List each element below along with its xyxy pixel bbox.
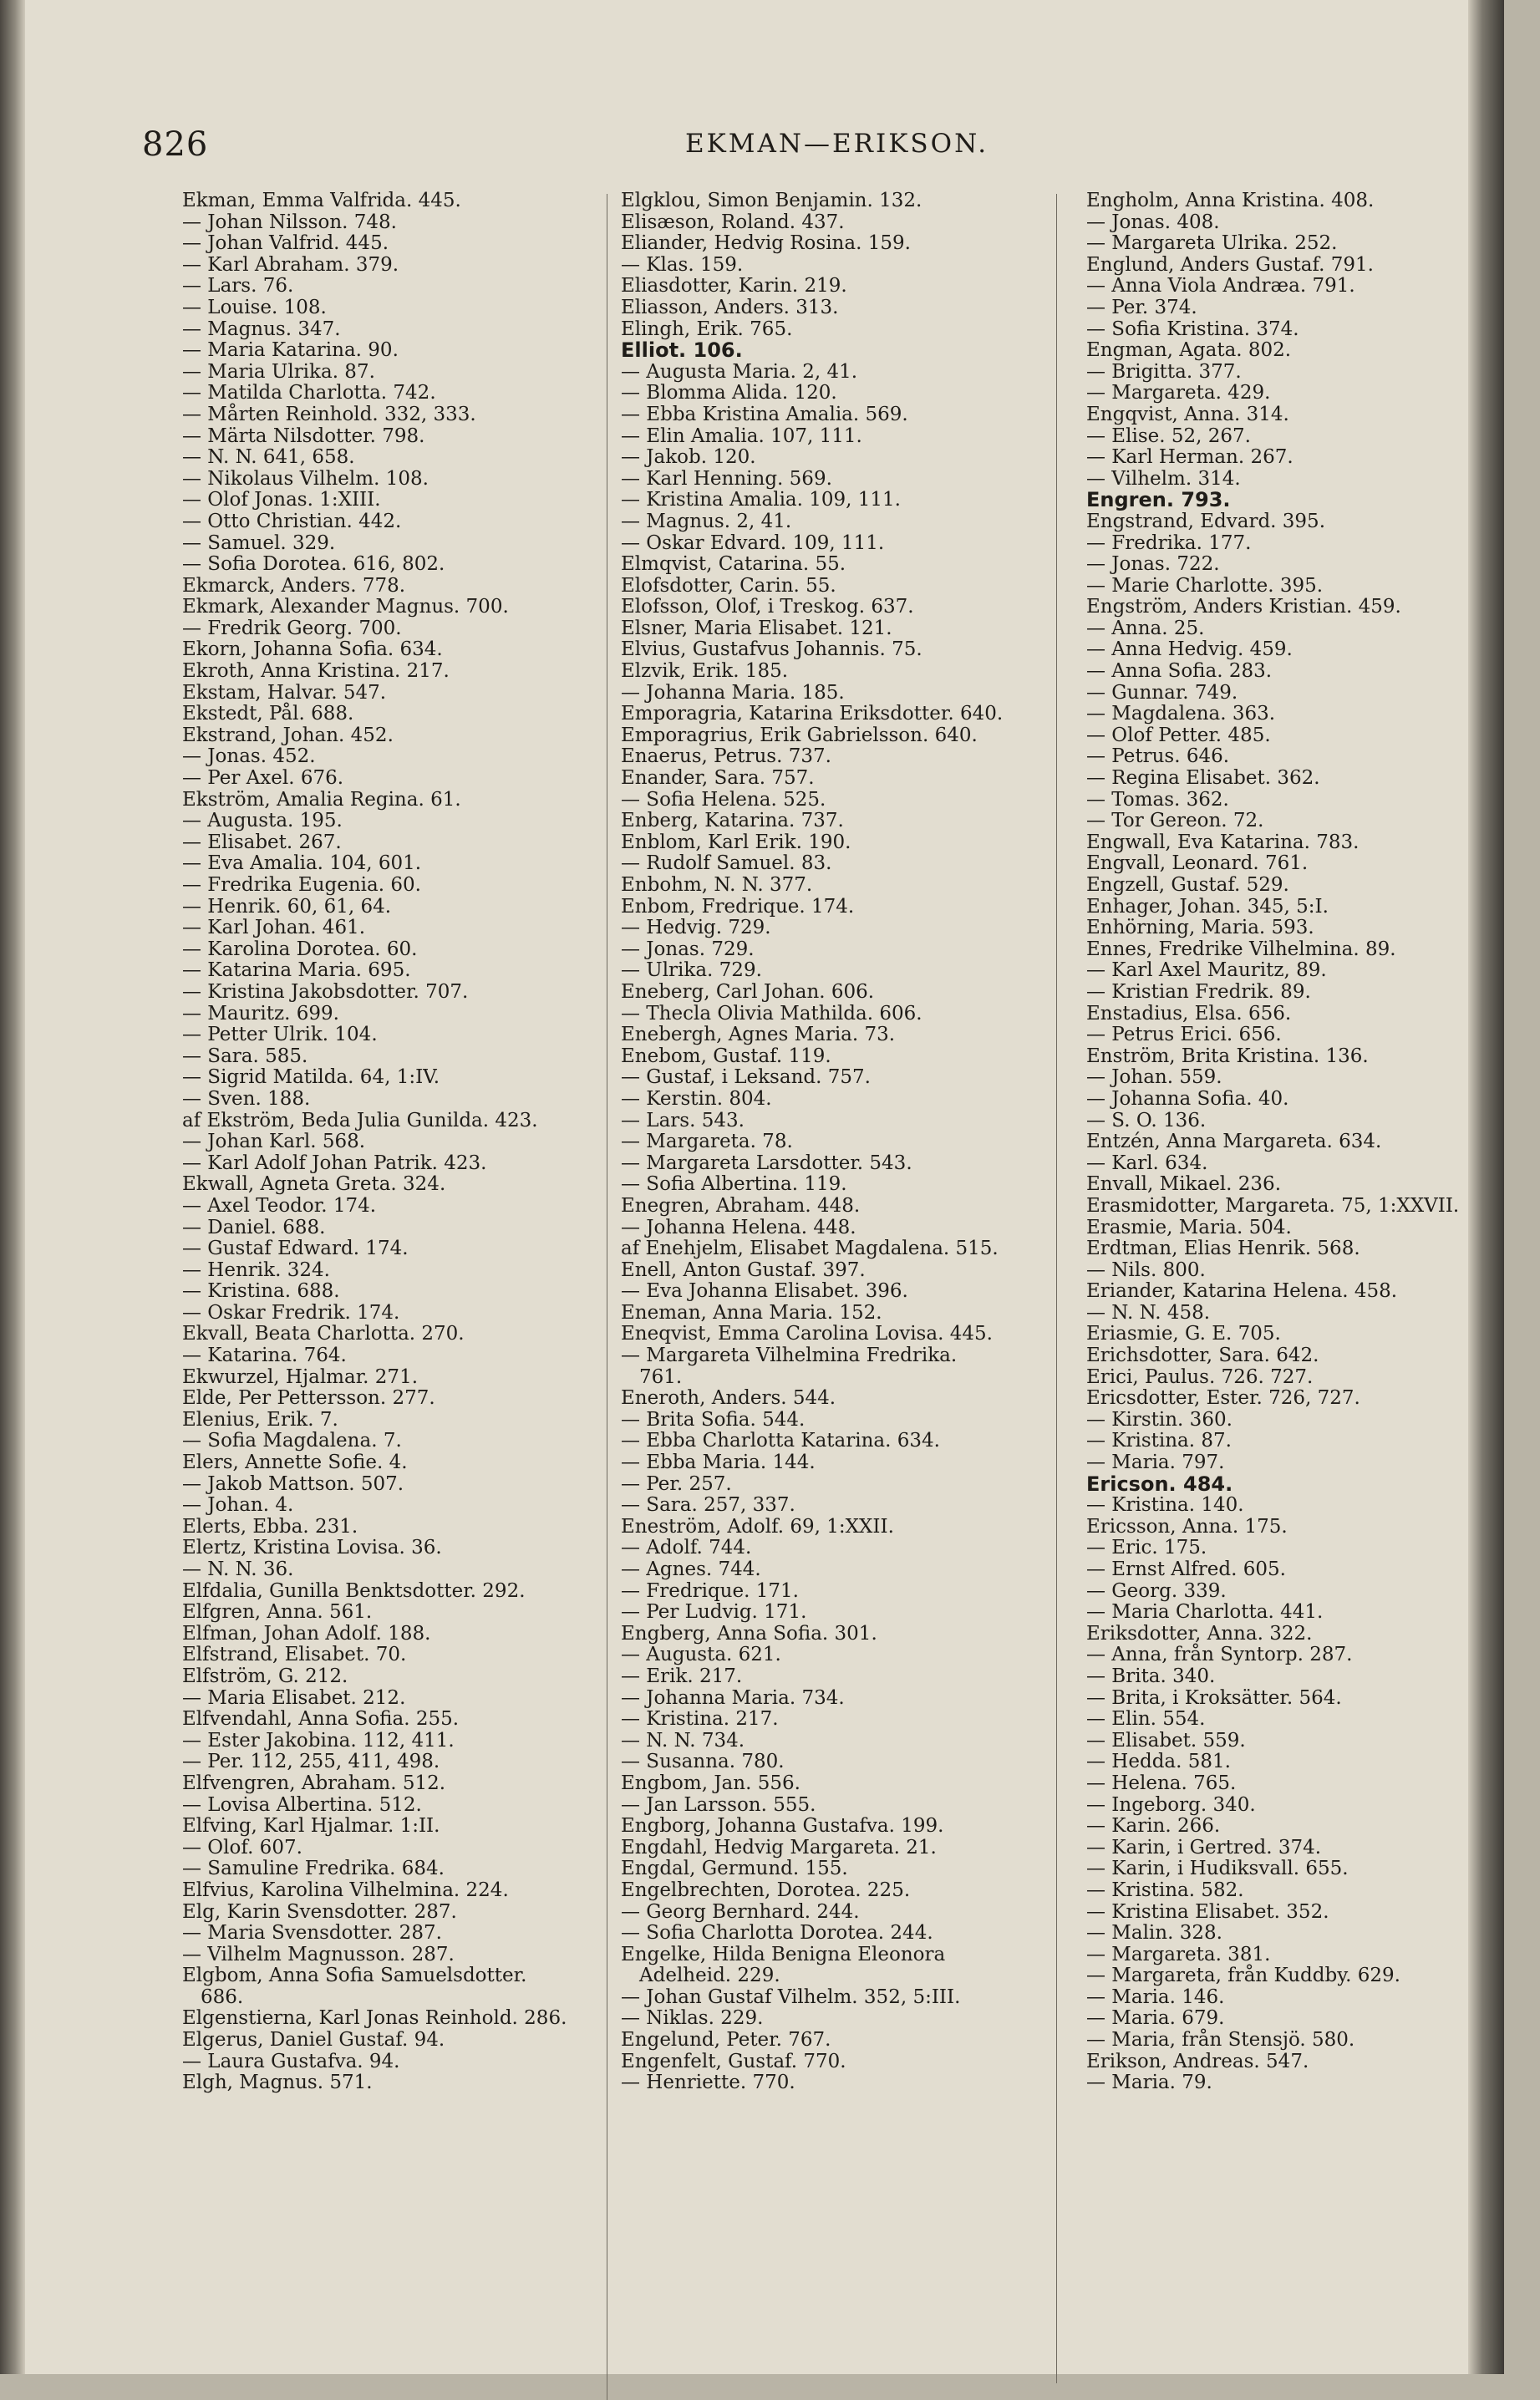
index-entry: — Margareta Vilhelmina Fredrika.: [621, 1345, 958, 1367]
index-entry: Engberg, Anna Sofia. 301.: [621, 1622, 877, 1645]
index-entry: Engbom, Jan. 556.: [621, 1772, 800, 1794]
index-entry: Erici, Paulus. 726. 727.: [1086, 1365, 1314, 1388]
index-entry: — Klas. 159.: [621, 253, 744, 276]
index-entry: — Brigitta. 377.: [1086, 360, 1242, 383]
index-entry: — Sofia Kristina. 374.: [1086, 318, 1299, 340]
index-entry: Ekmark, Alexander Magnus. 700.: [182, 596, 509, 618]
index-entry: Erasmidotter, Margareta. 75, 1:XXVII.: [1086, 1194, 1460, 1217]
index-entry: Elsner, Maria Elisabet. 121.: [621, 617, 892, 639]
index-entry: — Johan. 4.: [182, 1494, 294, 1517]
index-entry: Enebergh, Agnes Maria. 73.: [621, 1024, 896, 1046]
index-entry: Engren. 793.: [1086, 488, 1231, 512]
index-entry: Ekwurzel, Hjalmar. 271.: [182, 1365, 419, 1388]
index-entry: Eneman, Anna Maria. 152.: [621, 1301, 882, 1324]
index-entry: — Maria. 79.: [1086, 2072, 1212, 2094]
index-entry: — Jakob Mattson. 507.: [182, 1472, 404, 1495]
index-entry: — Maria Katarina. 90.: [182, 339, 399, 362]
index-entry: Engwall, Eva Katarina. 783.: [1086, 831, 1360, 853]
index-entry: — Lars. 543.: [621, 1109, 745, 1131]
index-entry: — Regina Elisabet. 362.: [1086, 767, 1320, 790]
index-entry: — Johan Gustaf Vilhelm. 352, 5:III.: [621, 1986, 961, 2008]
index-entry: — Johan. 559.: [1086, 1066, 1222, 1089]
index-entry: — Elise. 52, 267.: [1086, 425, 1251, 447]
index-entry: Elg, Karin Svensdotter. 287.: [182, 1900, 457, 1923]
index-entry: 761.: [639, 1365, 683, 1388]
index-entry: — Hedda. 581.: [1086, 1751, 1231, 1773]
index-entry: Elertz, Kristina Lovisa. 36.: [182, 1537, 442, 1559]
index-entry: — Lars. 76.: [182, 275, 294, 297]
index-entry: Envall, Mikael. 236.: [1086, 1173, 1281, 1196]
index-entry: Ekmarck, Anders. 778.: [182, 574, 406, 597]
index-entry: — N. N. 641, 658.: [182, 446, 355, 469]
index-entry: Elde, Per Pettersson. 277.: [182, 1387, 435, 1410]
index-entry: — Kristina. 217.: [621, 1708, 779, 1731]
index-column-1: [182, 191, 600, 2094]
index-entry: — N. N. 458.: [1086, 1301, 1211, 1324]
index-entry: — Margareta. 78.: [621, 1131, 793, 1153]
page-number: 826: [142, 125, 209, 164]
index-entry: Elgbom, Anna Sofia Samuelsdotter.: [182, 1965, 527, 1987]
index-entry: — Kristina Amalia. 109, 111.: [621, 489, 901, 511]
running-head: EKMAN—ERIKSON.: [685, 129, 989, 159]
index-entry: — Margareta, från Kuddby. 629.: [1086, 1965, 1400, 1987]
index-entry: Engelke, Hilda Benigna Eleonora: [621, 1943, 946, 1965]
index-entry: — Ingeborg. 340.: [1086, 1793, 1256, 1816]
index-entry: — Jonas. 722.: [1086, 553, 1220, 576]
index-entry: 686.: [201, 1986, 244, 2008]
index-entry: — Georg. 339.: [1086, 1579, 1227, 1602]
index-entry: — Johanna Maria. 185.: [621, 681, 845, 704]
index-entry: Engelbrechten, Dorotea. 225.: [621, 1879, 911, 1901]
index-entry: — N. N. 734.: [621, 1729, 745, 1752]
index-entry: Ekorn, Johanna Sofia. 634.: [182, 638, 443, 661]
index-entry: Elzvik, Erik. 185.: [621, 660, 789, 683]
index-entry: Elgerus, Daniel Gustaf. 94.: [182, 2029, 445, 2052]
index-entry: — Johan Valfrid. 445.: [182, 232, 389, 255]
index-entry: — Mauritz. 699.: [182, 1002, 339, 1025]
index-entry: — Ebba Kristina Amalia. 569.: [621, 403, 908, 425]
index-entry: — Georg Bernhard. 244.: [621, 1900, 860, 1923]
index-entry: — Niklas. 229.: [621, 2007, 764, 2030]
index-entry: Elers, Annette Sofie. 4.: [182, 1452, 408, 1474]
index-entry: — Ester Jakobina. 112, 411.: [182, 1729, 455, 1752]
index-entry: Elfman, Johan Adolf. 188.: [182, 1622, 431, 1645]
index-entry: Engstrand, Edvard. 395.: [1086, 510, 1326, 532]
index-entry: — Lovisa Albertina. 512.: [182, 1793, 422, 1816]
index-entry: Emporagria, Katarina Eriksdotter. 640.: [621, 703, 1004, 725]
index-entry: — Fredrique. 171.: [621, 1579, 799, 1602]
index-entry: Elfving, Karl Hjalmar. 1:II.: [182, 1815, 440, 1838]
index-entry: — Rudolf Samuel. 83.: [621, 852, 832, 875]
index-entry: — Mårten Reinhold. 332, 333.: [182, 403, 476, 425]
index-entry: Eriander, Katarina Helena. 458.: [1086, 1280, 1398, 1303]
index-entry: Ekström, Amalia Regina. 61.: [182, 788, 461, 811]
index-entry: — Marie Charlotte. 395.: [1086, 574, 1324, 597]
index-entry: Elmqvist, Catarina. 55.: [621, 553, 846, 576]
index-entry: Ennes, Fredrike Vilhelmina. 89.: [1086, 938, 1396, 960]
index-entry: Enaerus, Petrus. 737.: [621, 745, 831, 768]
index-entry: — Per. 257.: [621, 1472, 732, 1495]
index-entry: Erdtman, Elias Henrik. 568.: [1086, 1238, 1360, 1260]
index-entry: — Jonas. 408.: [1086, 211, 1220, 233]
index-entry: — Johanna Helena. 448.: [621, 1216, 856, 1238]
index-entry: — Katarina. 764.: [182, 1345, 347, 1367]
index-entry: — Axel Teodor. 174.: [182, 1194, 377, 1217]
index-entry: — Magdalena. 363.: [1086, 703, 1276, 725]
index-entry: — Sigrid Matilda. 64, 1:IV.: [182, 1066, 440, 1089]
index-entry: — Brita Sofia. 544.: [621, 1408, 806, 1431]
index-entry: — Karin, i Gertred. 374.: [1086, 1836, 1322, 1858]
index-entry: Enblom, Karl Erik. 190.: [621, 831, 851, 853]
page-header: [142, 125, 1479, 167]
index-entry: Englund, Anders Gustaf. 791.: [1086, 253, 1374, 276]
index-entry: — Ulrika. 729.: [621, 959, 762, 982]
index-entry: — Hedvig. 729.: [621, 917, 771, 939]
index-entry: — Helena. 765.: [1086, 1772, 1237, 1794]
index-entry: Erasmie, Maria. 504.: [1086, 1216, 1292, 1238]
index-entry: — Eric. 175.: [1086, 1537, 1207, 1559]
index-entry: — Brita, i Kroksätter. 564.: [1086, 1686, 1342, 1709]
index-entry: Enegren, Abraham. 448.: [621, 1194, 861, 1217]
index-entry: af Ekström, Beda Julia Gunilda. 423.: [182, 1109, 538, 1131]
index-entry: Eliander, Hedvig Rosina. 159.: [621, 232, 911, 255]
index-entry: Eneroth, Anders. 544.: [621, 1387, 836, 1410]
index-entry: — Katarina Maria. 695.: [182, 959, 411, 982]
index-entry: — Tomas. 362.: [1086, 788, 1229, 811]
index-entry: Elgh, Magnus. 571.: [182, 2072, 373, 2094]
index-entry: — Kristina Jakobsdotter. 707.: [182, 980, 469, 1003]
index-entry: Eliasson, Anders. 313.: [621, 296, 839, 318]
index-entry: — Henriette. 770.: [621, 2072, 795, 2094]
index-entry: Ericsdotter, Ester. 726, 727.: [1086, 1387, 1360, 1410]
index-entry: Engdahl, Hedvig Margareta. 21.: [621, 1836, 937, 1858]
index-entry: — Anna Viola Andræa. 791.: [1086, 275, 1355, 297]
index-entry: — Elin Amalia. 107, 111.: [621, 425, 862, 447]
index-entry: Ericson. 484.: [1086, 1472, 1233, 1496]
index-entry: Elerts, Ebba. 231.: [182, 1515, 358, 1538]
index-entry: — Maria Svensdotter. 287.: [182, 1922, 442, 1945]
index-entry: — Anna Sofia. 283.: [1086, 660, 1273, 683]
index-entry: — Gunnar. 749.: [1086, 681, 1238, 704]
index-entry: — Otto Christian. 442.: [182, 510, 402, 532]
index-entry: Engman, Agata. 802.: [1086, 339, 1292, 362]
index-entry: Enbohm, N. N. 377.: [621, 874, 813, 896]
index-entry: — Sofia Magdalena. 7.: [182, 1430, 402, 1452]
index-entry: — Maria Charlotta. 441.: [1086, 1601, 1324, 1624]
index-entry: — Märta Nilsdotter. 798.: [182, 425, 425, 447]
index-entry: — Nikolaus Vilhelm. 108.: [182, 467, 429, 490]
index-entry: — Olof. 607.: [182, 1836, 302, 1858]
index-entry: — Jakob. 120.: [621, 446, 756, 469]
index-entry: — Agnes. 744.: [621, 1558, 761, 1580]
index-entry: Elfvius, Karolina Vilhelmina. 224.: [182, 1879, 509, 1901]
index-entry: — Kristina. 140.: [1086, 1494, 1244, 1517]
index-entry: — Margareta Larsdotter. 543.: [621, 1152, 912, 1174]
index-entry: — Gustaf, i Leksand. 757.: [621, 1066, 871, 1089]
index-entry: — Augusta. 621.: [621, 1644, 781, 1666]
index-entry: — Gustaf Edward. 174.: [182, 1238, 409, 1260]
index-entry: — Maria. 146.: [1086, 1986, 1225, 2008]
index-entry: Enström, Brita Kristina. 136.: [1086, 1045, 1369, 1067]
index-entry: — Karin. 266.: [1086, 1815, 1221, 1838]
index-entry: — Fredrika Eugenia. 60.: [182, 874, 421, 896]
index-entry: Elingh, Erik. 765.: [621, 318, 793, 340]
index-entry: Ekvall, Beata Charlotta. 270.: [182, 1323, 465, 1345]
index-entry: — Per Ludvig. 171.: [621, 1601, 807, 1624]
index-entry: — Karl. 634.: [1086, 1152, 1208, 1174]
index-entry: — Margareta Ulrika. 252.: [1086, 232, 1338, 255]
index-entry: — Johan Karl. 568.: [182, 1131, 366, 1153]
index-entry: — Maria Ulrika. 87.: [182, 360, 375, 383]
index-entry: Elenius, Erik. 7.: [182, 1408, 338, 1431]
index-entry: — Margareta. 381.: [1086, 1943, 1271, 1965]
index-entry: — Kristina. 582.: [1086, 1879, 1244, 1901]
index-entry: Ekstedt, Pål. 688.: [182, 703, 354, 725]
index-entry: — Kerstin. 804.: [621, 1087, 772, 1110]
index-entry: — Per Axel. 676.: [182, 767, 344, 790]
index-entry: Eneberg, Carl Johan. 606.: [621, 980, 875, 1003]
index-entry: Engdal, Germund. 155.: [621, 1858, 848, 1880]
index-entry: — Augusta Maria. 2, 41.: [621, 360, 858, 383]
index-entry: — Karolina Dorotea. 60.: [182, 938, 418, 960]
index-entry: Engborg, Johanna Gustafva. 199.: [621, 1815, 944, 1838]
index-entry: — Karl Johan. 461.: [182, 917, 366, 939]
index-entry: — Elin. 554.: [1086, 1708, 1206, 1731]
index-entry: — Erik. 217.: [621, 1665, 743, 1687]
index-entry: — Petrus Erici. 656.: [1086, 1024, 1282, 1046]
index-entry: — Magnus. 2, 41.: [621, 510, 792, 532]
index-entry: Engelund, Peter. 767.: [621, 2029, 831, 2052]
index-entry: — Eva Amalia. 104, 601.: [182, 852, 422, 875]
index-entry: — Olof Petter. 485.: [1086, 724, 1271, 746]
index-entry: Elfvendahl, Anna Sofia. 255.: [182, 1708, 460, 1731]
index-entry: Enbom, Fredrique. 174.: [621, 895, 855, 918]
index-entry: — Kristina Elisabet. 352.: [1086, 1900, 1329, 1923]
book-binding-shadow: [0, 0, 25, 2374]
index-entry: — Maria. 797.: [1086, 1452, 1225, 1474]
index-entry: — Brita. 340.: [1086, 1665, 1216, 1687]
index-entry: — Kristian Fredrik. 89.: [1086, 980, 1311, 1003]
index-entry: Elfvengren, Abraham. 512.: [182, 1772, 446, 1794]
index-entry: Ekstrand, Johan. 452.: [182, 724, 394, 746]
index-entry: Ekroth, Anna Kristina. 217.: [182, 660, 450, 683]
index-entry: — Sven. 188.: [182, 1087, 311, 1110]
index-entry: — Daniel. 688.: [182, 1216, 326, 1238]
index-entry: Enhörning, Maria. 593.: [1086, 917, 1314, 939]
index-column-2: [621, 191, 1049, 2094]
index-entry: Elfström, G. 212.: [182, 1665, 348, 1687]
index-entry: Enander, Sara. 757.: [621, 767, 815, 790]
index-entry: Elliot. 106.: [621, 338, 743, 363]
index-entry: Elvius, Gustafvus Johannis. 75.: [621, 638, 922, 661]
index-entry: Elgenstierna, Karl Jonas Reinhold. 286.: [182, 2007, 567, 2030]
index-entry: Entzén, Anna Margareta. 634.: [1086, 1131, 1382, 1153]
index-entry: Engenfelt, Gustaf. 770.: [621, 2050, 846, 2072]
index-entry: — Per. 112, 255, 411, 498.: [182, 1751, 440, 1773]
index-entry: — Margareta. 429.: [1086, 382, 1271, 404]
index-entry: — Jonas. 452.: [182, 745, 316, 768]
index-entry: — Kristina. 688.: [182, 1280, 340, 1303]
index-entry: Erichsdotter, Sara. 642.: [1086, 1345, 1319, 1367]
index-entry: — Sofia Dorotea. 616, 802.: [182, 553, 445, 576]
index-entry: — Maria. 679.: [1086, 2007, 1225, 2030]
index-entry: — Kirstin. 360.: [1086, 1408, 1233, 1431]
index-entry: — Johanna Maria. 734.: [621, 1686, 845, 1709]
index-entry: Elfdalia, Gunilla Benktsdotter. 292.: [182, 1579, 526, 1602]
index-entry: — Samuel. 329.: [182, 531, 336, 554]
index-entry: Engström, Anders Kristian. 459.: [1086, 596, 1401, 618]
index-entry: Engholm, Anna Kristina. 408.: [1086, 190, 1375, 211]
index-entry: Ekman, Emma Valfrida. 445.: [182, 190, 461, 211]
index-entry: — Adolf. 744.: [621, 1537, 752, 1559]
index-entry: — Anna. 25.: [1086, 617, 1205, 639]
index-entry: — Sofia Helena. 525.: [621, 788, 826, 811]
index-entry: — Johan Nilsson. 748.: [182, 211, 397, 233]
index-entry: — Anna Hedvig. 459.: [1086, 638, 1293, 661]
index-entry: — Karin, i Hudiksvall. 655.: [1086, 1858, 1349, 1880]
index-entry: Eriksdotter, Anna. 322.: [1086, 1622, 1313, 1645]
index-entry: — Malin. 328.: [1086, 1922, 1222, 1945]
index-entry: — Oskar Fredrik. 174.: [182, 1301, 400, 1324]
index-entry: — Augusta. 195.: [182, 810, 343, 832]
index-entry: Ekstam, Halvar. 547.: [182, 681, 387, 704]
index-entry: — Jan Larsson. 555.: [621, 1793, 816, 1816]
column-divider: [1056, 194, 1057, 2383]
index-column-3: [1086, 191, 1458, 2094]
index-entry: — Vilhelm Magnusson. 287.: [182, 1943, 455, 1965]
index-entry: — Henrik. 60, 61, 64.: [182, 895, 392, 918]
index-entry: — Thecla Olivia Mathilda. 606.: [621, 1002, 922, 1025]
index-entry: Enell, Anton Gustaf. 397.: [621, 1258, 866, 1281]
index-entry: Enberg, Katarina. 737.: [621, 810, 844, 832]
index-entry: — Blomma Alida. 120.: [621, 382, 837, 404]
index-entry: Ericsson, Anna. 175.: [1086, 1515, 1288, 1538]
index-entry: — Samuline Fredrika. 684.: [182, 1858, 445, 1880]
index-entry: Elofsdotter, Carin. 55.: [621, 574, 836, 597]
index-entry: — Maria Elisabet. 212.: [182, 1686, 406, 1709]
index-entry: Enhager, Johan. 345, 5:I.: [1086, 895, 1329, 918]
index-entry: — Karl Herman. 267.: [1086, 446, 1293, 469]
index-entry: — Anna, från Syntorp. 287.: [1086, 1644, 1353, 1666]
index-entry: Engzell, Gustaf. 529.: [1086, 874, 1289, 896]
index-entry: — Karl Henning. 569.: [621, 467, 832, 490]
index-entry: — Fredrik Georg. 700.: [182, 617, 402, 639]
index-entry: — Sara. 585.: [182, 1045, 308, 1067]
index-entry: — Henrik. 324.: [182, 1258, 330, 1281]
index-entry: Elofsson, Olof, i Treskog. 637.: [621, 596, 914, 618]
index-entry: — Olof Jonas. 1:XIII.: [182, 489, 381, 511]
index-entry: Erikson, Andreas. 547.: [1086, 2050, 1309, 2072]
index-entry: — Oskar Edvard. 109, 111.: [621, 531, 885, 554]
index-entry: Eriasmie, G. E. 705.: [1086, 1323, 1281, 1345]
index-entry: — Per. 374.: [1086, 296, 1197, 318]
index-entry: — Magnus. 347.: [182, 318, 341, 340]
index-entry: — Maria, från Stensjö. 580.: [1086, 2029, 1355, 2052]
index-entry: — Jonas. 729.: [621, 938, 755, 960]
index-entry: — Fredrika. 177.: [1086, 531, 1252, 554]
index-entry: Elgklou, Simon Benjamin. 132.: [621, 190, 922, 211]
index-entry: — Matilda Charlotta. 742.: [182, 382, 436, 404]
index-entry: — Petrus. 646.: [1086, 745, 1230, 768]
index-entry: — Sara. 257, 337.: [621, 1494, 795, 1517]
page-edge-shadow: [1468, 0, 1504, 2374]
index-entry: Ekwall, Agneta Greta. 324.: [182, 1173, 446, 1196]
index-entry: Elfstrand, Elisabet. 70.: [182, 1644, 407, 1666]
index-entry: Elfgren, Anna. 561.: [182, 1601, 373, 1624]
index-entry: — S. O. 136.: [1086, 1109, 1207, 1131]
index-entry: Emporagrius, Erik Gabrielsson. 640.: [621, 724, 978, 746]
index-entry: — Eva Johanna Elisabet. 396.: [621, 1280, 908, 1303]
index-entry: Adelheid. 229.: [639, 1965, 780, 1987]
index-entry: — Sofia Charlotta Dorotea. 244.: [621, 1922, 933, 1945]
index-entry: — Nils. 800.: [1086, 1258, 1206, 1281]
index-entry: Eneqvist, Emma Carolina Lovisa. 445.: [621, 1323, 993, 1345]
index-entry: — Petter Ulrik. 104.: [182, 1024, 378, 1046]
index-entry: Engvall, Leonard. 761.: [1086, 852, 1309, 875]
index-entry: af Enehjelm, Elisabet Magdalena. 515.: [621, 1238, 999, 1260]
index-entry: — Ernst Alfred. 605.: [1086, 1558, 1286, 1580]
index-entry: — Sofia Albertina. 119.: [621, 1173, 847, 1196]
index-entry: — Karl Axel Mauritz, 89.: [1086, 959, 1327, 982]
index-entry: Eneström, Adolf. 69, 1:XXII.: [621, 1515, 894, 1538]
index-entry: — Ebba Charlotta Katarina. 634.: [621, 1430, 940, 1452]
index-entry: Enebom, Gustaf. 119.: [621, 1045, 831, 1067]
index-entry: Eliasdotter, Karin. 219.: [621, 275, 847, 297]
index-entry: — Tor Gereon. 72.: [1086, 810, 1264, 832]
index-entry: — Elisabet. 559.: [1086, 1729, 1246, 1752]
index-entry: — Vilhelm. 314.: [1086, 467, 1241, 490]
index-entry: — Elisabet. 267.: [182, 831, 342, 853]
index-entry: Engqvist, Anna. 314.: [1086, 403, 1289, 425]
index-entry: Elisæson, Roland. 437.: [621, 211, 845, 233]
index-entry: — Ebba Maria. 144.: [621, 1452, 816, 1474]
index-entry: — Louise. 108.: [182, 296, 327, 318]
index-entry: Enstadius, Elsa. 656.: [1086, 1002, 1292, 1025]
index-entry: — Johanna Sofia. 40.: [1086, 1087, 1289, 1110]
index-entry: — Susanna. 780.: [621, 1751, 785, 1773]
index-entry: — Laura Gustafva. 94.: [182, 2050, 400, 2072]
index-entry: — Karl Adolf Johan Patrik. 423.: [182, 1152, 487, 1174]
index-entry: — Kristina. 87.: [1086, 1430, 1232, 1452]
index-entry: — N. N. 36.: [182, 1558, 294, 1580]
index-entry: — Karl Abraham. 379.: [182, 253, 399, 276]
